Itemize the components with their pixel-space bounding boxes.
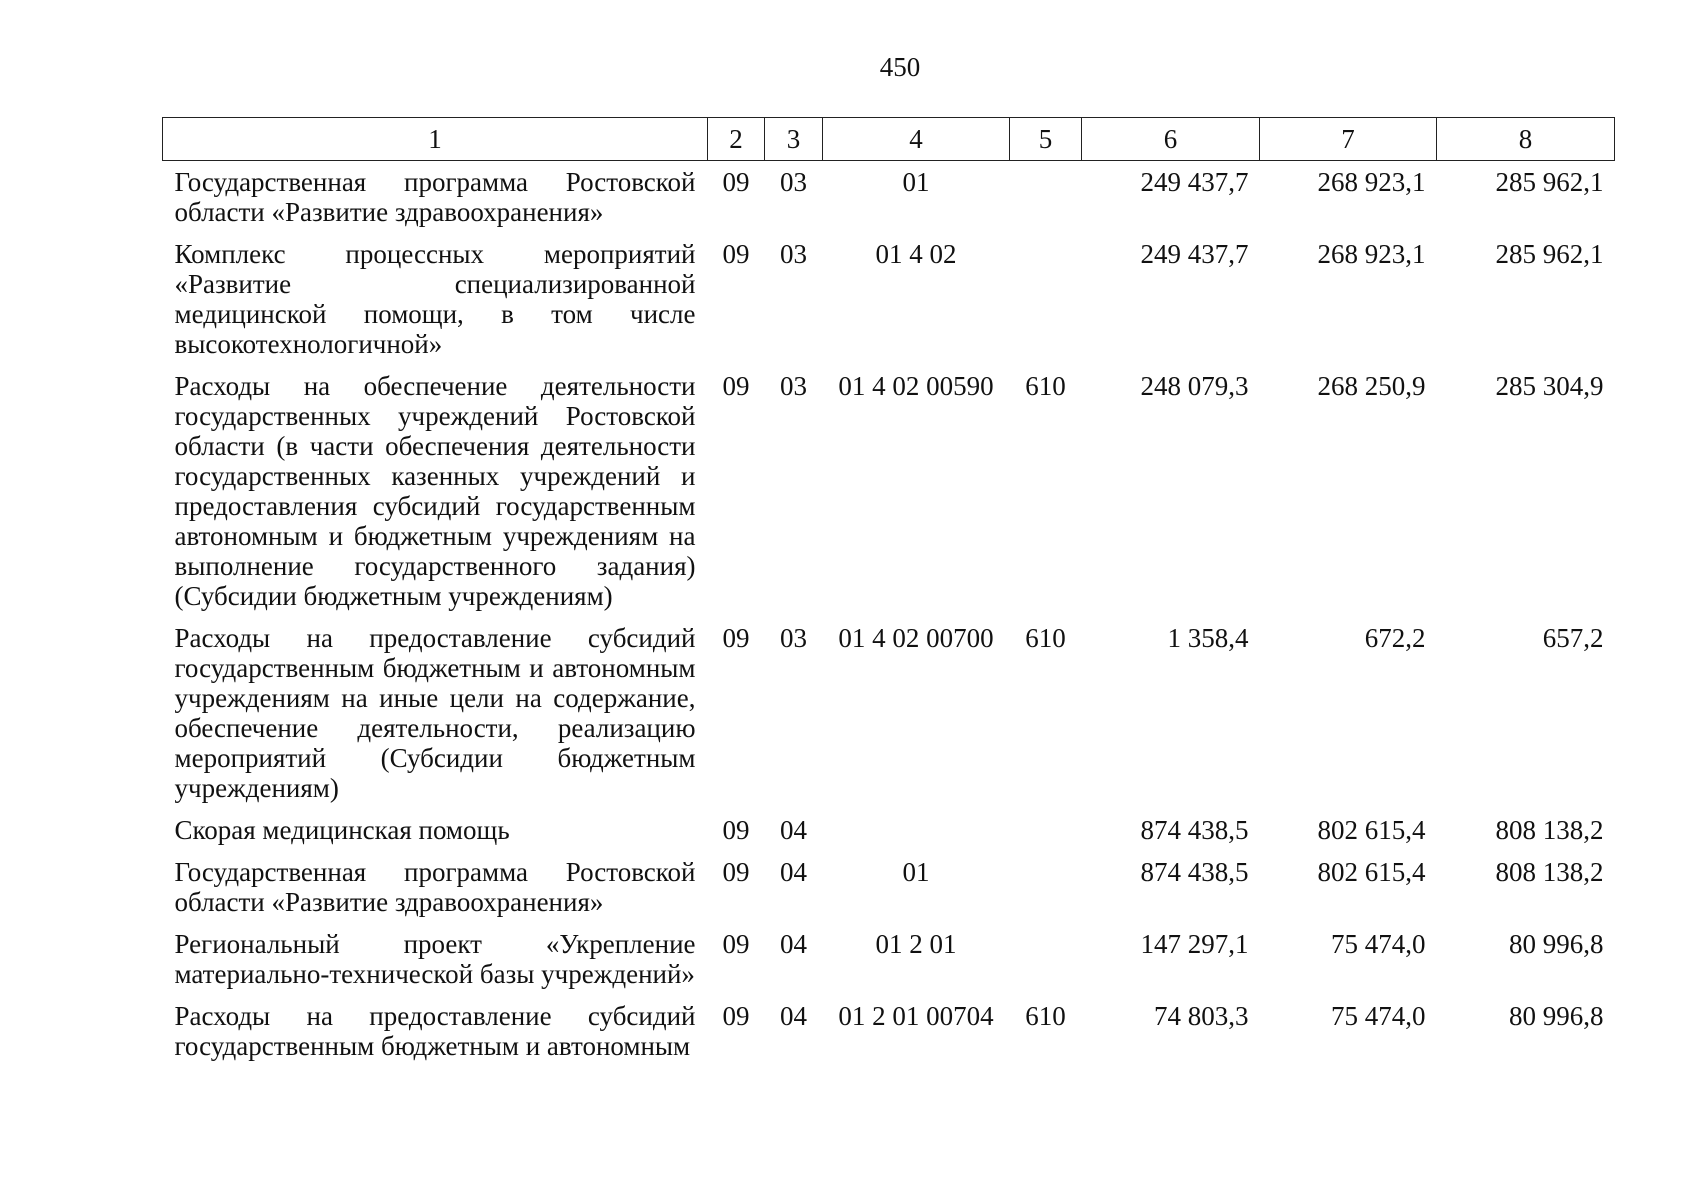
column-header-1: 1	[163, 118, 708, 161]
row-csr: 01 2 01 00704	[838, 1001, 994, 1031]
row-name: Комплекс процессных мероприятий «Развитие специализированной медицинской помощи, в том числе высокотехнологичной»	[174, 239, 696, 359]
row-vr	[1010, 161, 1082, 234]
row-amount-col7: 802 615,4	[1317, 815, 1426, 845]
table-row	[163, 161, 1615, 234]
row-amount-col6: 248 079,3	[1140, 371, 1249, 401]
row-csr: 01 4 02 00700	[838, 623, 994, 653]
table-row	[163, 233, 1615, 365]
row-amount-col7: 268 923,1	[1317, 239, 1426, 269]
row-csr: 01 4 02	[875, 239, 957, 269]
row-pr: 04	[780, 929, 807, 959]
row-amount-col6: 74 803,3	[1154, 1001, 1249, 1031]
column-header-5: 5	[1010, 118, 1082, 161]
table-row	[163, 617, 1615, 809]
row-amount-col8: 285 304,9	[1495, 371, 1604, 401]
row-rz: 09	[722, 1001, 750, 1031]
column-header-6: 6	[1082, 118, 1260, 161]
row-csr: 01	[902, 167, 930, 197]
row-vr	[1010, 923, 1082, 995]
row-pr: 03	[780, 371, 807, 401]
column-header-8: 8	[1437, 118, 1615, 161]
row-name: Государственная программа Ростовской области «Развитие здравоохранения»	[174, 857, 696, 917]
row-csr: 01	[902, 857, 930, 887]
row-rz: 09	[722, 929, 750, 959]
row-vr	[1010, 809, 1082, 851]
budget-table	[162, 117, 1615, 1067]
table-header-row	[163, 118, 1615, 161]
table-row	[163, 809, 1615, 851]
row-vr: 610	[1025, 371, 1066, 401]
row-name: Государственная программа Ростовской области «Развитие здравоохранения»	[174, 167, 696, 227]
row-rz: 09	[722, 371, 750, 401]
row-csr: 01 2 01	[875, 929, 957, 959]
row-amount-col7: 75 474,0	[1331, 929, 1426, 959]
row-amount-col6: 1 358,4	[1167, 623, 1249, 653]
row-pr: 03	[780, 167, 807, 197]
row-amount-col7: 75 474,0	[1331, 1001, 1426, 1031]
row-amount-col8: 285 962,1	[1495, 239, 1604, 269]
row-name: Региональный проект «Укрепление материально-технической базы учреждений»	[174, 929, 696, 989]
row-amount-col6: 249 437,7	[1140, 167, 1249, 197]
column-header-2: 2	[708, 118, 765, 161]
row-name: Расходы на обеспечение деятельности государственных учреждений Ростовской области (в части обеспечения деятельности государственных казенных учреждений и предоставления субсидий государственным автономным и бюджетным учреждениям на выполнение государственного задания) (Субсидии бюджетным учреждениям)	[174, 371, 696, 611]
row-pr: 04	[780, 857, 807, 887]
row-amount-col6: 874 438,5	[1140, 815, 1249, 845]
row-rz: 09	[722, 623, 750, 653]
row-pr: 04	[780, 815, 807, 845]
row-name: Расходы на предоставление субсидий государственным бюджетным и автономным	[174, 1001, 696, 1061]
column-header-4: 4	[823, 118, 1010, 161]
row-rz: 09	[722, 239, 750, 269]
row-pr: 03	[780, 239, 807, 269]
row-amount-col7: 672,2	[1364, 623, 1426, 653]
row-amount-col8: 285 962,1	[1495, 167, 1604, 197]
row-vr	[1010, 233, 1082, 365]
row-amount-col8: 808 138,2	[1495, 815, 1604, 845]
row-vr	[1010, 851, 1082, 923]
row-amount-col6: 249 437,7	[1140, 239, 1249, 269]
table-row	[163, 365, 1615, 617]
row-csr: 01 4 02 00590	[838, 371, 994, 401]
row-amount-col8: 80 996,8	[1509, 1001, 1604, 1031]
row-pr: 03	[780, 623, 807, 653]
page-number: 450	[879, 52, 921, 82]
column-header-3: 3	[765, 118, 823, 161]
table-row	[163, 923, 1615, 995]
row-amount-col7: 802 615,4	[1317, 857, 1426, 887]
row-rz: 09	[722, 167, 750, 197]
row-amount-col6: 147 297,1	[1140, 929, 1249, 959]
row-amount-col8: 657,2	[1542, 623, 1604, 653]
row-vr: 610	[1025, 623, 1066, 653]
row-rz: 09	[722, 857, 750, 887]
table-row	[163, 851, 1615, 923]
row-name: Расходы на предоставление субсидий государственным бюджетным и автономным учреждениям на иные цели на содержание, обеспечение деятельности, реализацию мероприятий (Субсидии бюджетным учреждениям)	[174, 623, 696, 803]
row-vr: 610	[1025, 1001, 1066, 1031]
table-row	[163, 995, 1615, 1067]
row-amount-col7: 268 250,9	[1317, 371, 1426, 401]
row-pr: 04	[780, 1001, 807, 1031]
row-amount-col8: 80 996,8	[1509, 929, 1604, 959]
row-name: Скорая медицинская помощь	[174, 815, 510, 845]
row-rz: 09	[722, 815, 750, 845]
row-csr	[823, 809, 1010, 851]
row-amount-col8: 808 138,2	[1495, 857, 1604, 887]
row-amount-col7: 268 923,1	[1317, 167, 1426, 197]
column-header-7: 7	[1260, 118, 1437, 161]
row-amount-col6: 874 438,5	[1140, 857, 1249, 887]
